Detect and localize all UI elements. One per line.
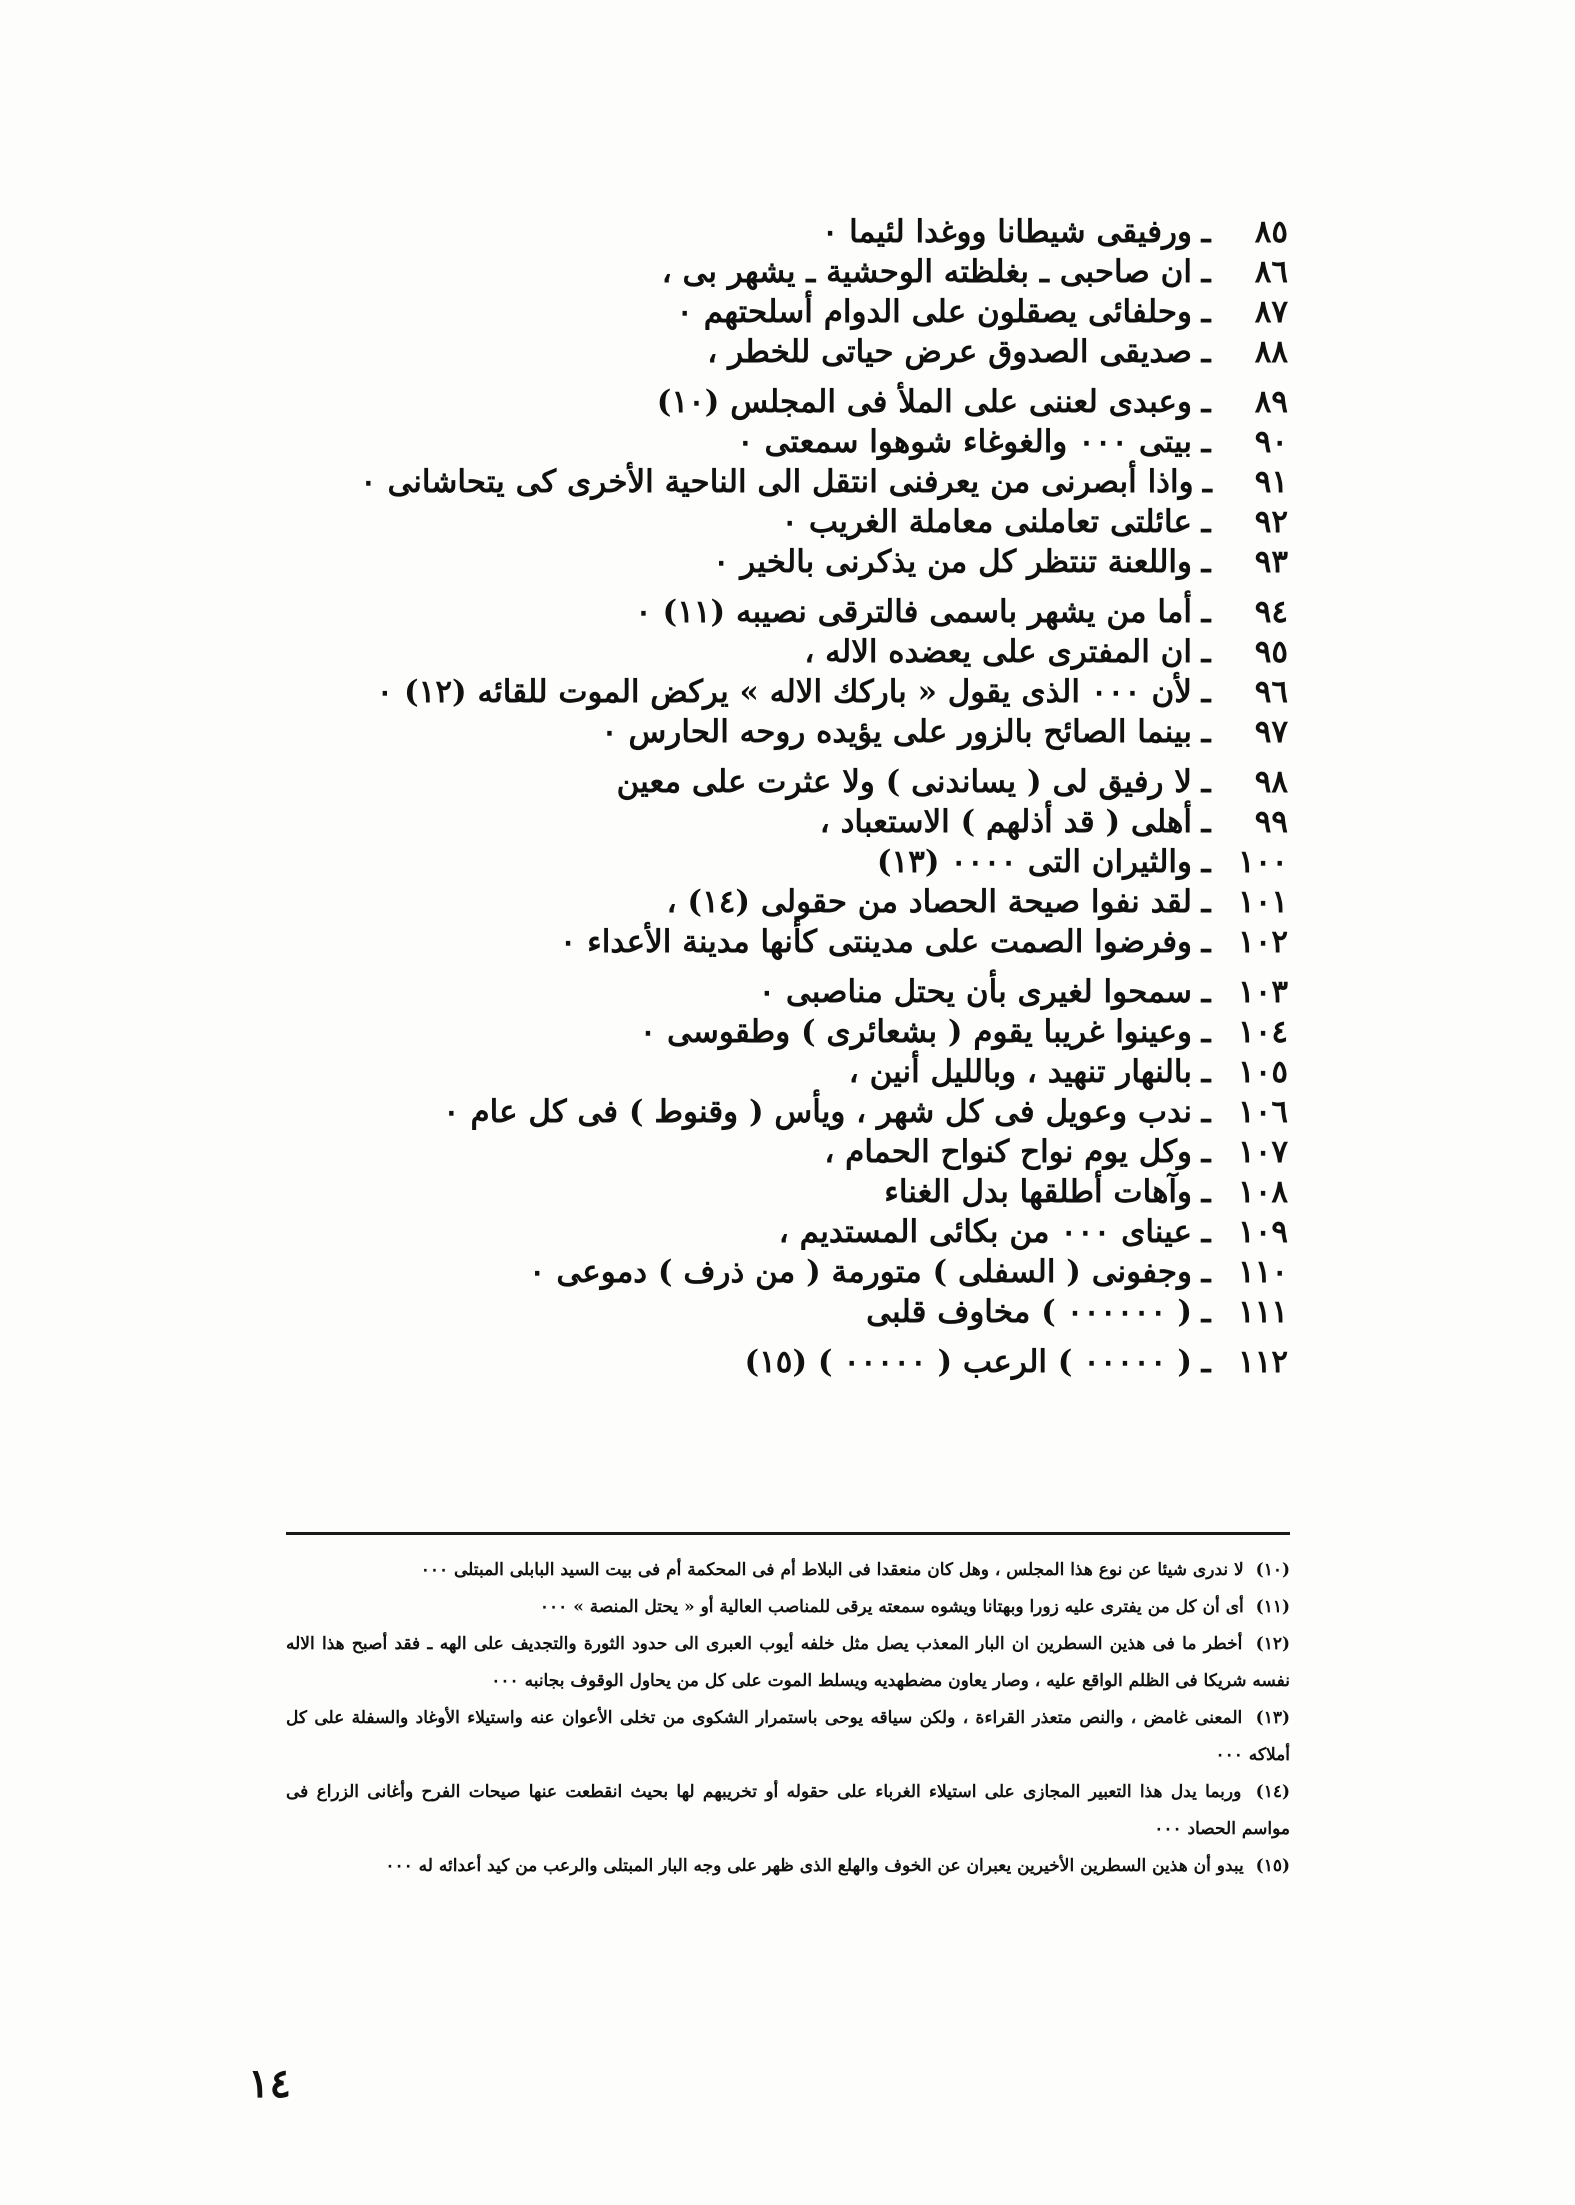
verse-text: بينما الصائح بالزور على يؤيده روحه الحارس ٠ [601,714,1192,750]
footnote-number: (١١) [1255,1597,1290,1617]
verse-number: ٨٧ [1254,294,1288,330]
verse-text: ( ٠٠٠٠٠٠ ) مخاوف قلبى [866,1294,1192,1330]
verse-dash: ـ [1201,504,1211,540]
verse-text: ورفيقى شيطانا ووغدا لئيما ٠ [821,214,1192,250]
verse-number: ١٠٦ [1238,1094,1288,1130]
verse-dash: ـ [1201,714,1211,750]
verse-dash: ـ [1201,1254,1211,1290]
verse-text: وعبدى لعننى على الملأ فى المجلس (١٠) [656,384,1192,420]
verse-dash: ـ [1201,764,1211,800]
footnote-text: يبدو أن هذين السطرين الأخيرين يعبران عن الخوف والهلع الذى ظهر على وجه البار المبتلى والرعب من كيد أعدائه له ٠٠٠ [385,1856,1244,1876]
verse-text: صديقى الصدوق عرض حياتى للخطر ، [707,334,1192,370]
verse-text: ان المفترى على يعضده الاله ، [804,634,1192,670]
verse-list [360,212,1288,1382]
verse-number: ٨٨ [1254,334,1288,370]
verse-line [360,762,1288,802]
verse-number: ٩٢ [1254,504,1288,540]
verse-line [360,672,1288,712]
verse-line [360,632,1288,672]
verse-line [360,1342,1288,1382]
verse-dash: ـ [1201,594,1211,630]
footnote-text: أخطر ما فى هذين السطرين ان البار المعذب يصل مثل خلفه أيوب العبرى الى حدود الثورة والتجديف على الهه ـ فقد أصبح هذا الاله نفسه شريكا فى الظلم الواقع عليه ، وصار يعاون مضطهديه ويسلط الموت على كل من يحاول الوقوف بجانبه ٠٠٠ [286,1634,1290,1691]
verse-text: واللعنة تنتظر كل من يذكرنى بالخير ٠ [712,544,1192,580]
verse-text: ان صاحبى ـ بغلظته الوحشية ـ يشهر بى ، [661,254,1192,290]
verse-number: ٨٦ [1254,254,1288,290]
footnote-text: وربما يدل هذا التعبير المجازى على استيلاء الغرباء على حقوله أو تخريبهم لها بحيث انقطعت عنها صيحات الفرح وأغانى الزراع فى مواسم الحصاد ٠٠٠ [286,1782,1290,1839]
footnote [286,1552,1290,1589]
verse-text: لا رفيق لى ( يساندنى ) ولا عثرت على معين [616,764,1192,800]
verse-text: والثيران التى ٠٠٠٠ (١٣) [876,844,1192,880]
verse-number: ١١٠ [1238,1254,1288,1290]
verse-number: ٩١ [1254,464,1288,500]
verse-number: ١٠٨ [1238,1174,1288,1210]
footnotes-section [286,1552,1290,1885]
verse-dash: ـ [1201,1094,1211,1130]
verse-dash: ـ [1201,634,1211,670]
verse-text: بيتى ٠٠٠ والغوغاء شوهوا سمعتى ٠ [737,424,1192,460]
verse-dash: ـ [1201,924,1211,960]
verse-dash: ـ [1201,294,1211,330]
verse-line [360,502,1288,542]
verse-text: وفرضوا الصمت على مدينتى كأنها مدينة الأعداء ٠ [559,924,1192,960]
verse-line [360,332,1288,372]
verse-line [360,1252,1288,1292]
verse-number: ٩٥ [1254,634,1288,670]
footnote [286,1626,1290,1700]
verse-line [360,1132,1288,1172]
verse-line [360,1292,1288,1332]
verse-number: ١١١ [1238,1294,1288,1330]
footnote [286,1774,1290,1848]
verse-number: ١٠٧ [1238,1134,1288,1170]
footnote-separator-rule [286,1532,1290,1535]
verse-number: ٩٠ [1254,424,1288,460]
verse-number: ١٠٠ [1238,844,1288,880]
verse-line [360,382,1288,422]
verse-text: أما من يشهر باسمى فالترقى نصيبه (١١) ٠ [635,594,1192,630]
verse-dash: ـ [1201,974,1211,1010]
verse-number: ١٠٣ [1238,974,1288,1010]
verse-number: ١٠٥ [1238,1054,1288,1090]
verse-number: ٩٣ [1254,544,1288,580]
verse-number: ١٠١ [1238,884,1288,920]
verse-text: سمحوا لغيرى بأن يحتل مناصبى ٠ [758,974,1192,1010]
verse-number: ١١٢ [1238,1344,1288,1380]
verse-dash: ـ [1201,804,1211,840]
verse-line [360,922,1288,962]
verse-text: أهلى ( قد أذلهم ) الاستعباد ، [819,804,1192,840]
verse-line [360,592,1288,632]
verse-number: ٨٥ [1254,214,1288,250]
verse-line [360,542,1288,582]
verse-dash: ـ [1201,884,1211,920]
verse-text: وآهات أطلقها بدل الغناء [884,1174,1192,1210]
footnote-number: (١٢) [1255,1634,1291,1654]
footnote [286,1700,1290,1774]
footnote-number: (١٠) [1255,1560,1290,1580]
verse-line [360,972,1288,1012]
verse-dash: ـ [1201,1214,1211,1250]
verse-dash: ـ [1202,464,1212,500]
verse-line [360,212,1288,252]
verse-text: واذا أبصرنى من يعرفنى انتقل الى الناحية الأخرى كى يتحاشانى ٠ [360,464,1194,500]
verse-text: وكل يوم نواح كنواح الحمام ، [824,1134,1192,1170]
verse-text: عائلتى تعاملنى معاملة الغريب ٠ [781,504,1192,540]
verse-text: وجفونى ( السفلى ) متورمة ( من ذرف ) دموعى ٠ [528,1254,1192,1290]
verse-dash: ـ [1201,1294,1211,1330]
verse-dash: ـ [1201,1344,1211,1380]
verse-line [360,252,1288,292]
footnote [286,1589,1290,1626]
verse-number: ٩٩ [1254,804,1288,840]
verse-line [360,462,1288,502]
verse-dash: ـ [1201,674,1211,710]
verse-line [360,292,1288,332]
footnote-number: (١٤) [1255,1782,1291,1802]
page-number: ١٤ [248,2060,291,2107]
verse-dash: ـ [1201,334,1211,370]
verse-dash: ـ [1201,1174,1211,1210]
verse-dash: ـ [1201,424,1211,460]
verse-line [360,802,1288,842]
verse-number: ٩٤ [1254,594,1288,630]
verse-number: ٩٦ [1254,674,1288,710]
verse-line [360,1012,1288,1052]
verse-dash: ـ [1201,544,1211,580]
footnote-text: المعنى غامض ، والنص متعذر القراءة ، ولكن سياقه يوحى باستمرار الشكوى من تخلى الأعوان عنه واستيلاء الأوغاد والسفلة على كل أملاكه ٠٠٠ [286,1708,1290,1765]
footnote-text: لا ندرى شيئا عن نوع هذا المجلس ، وهل كان منعقدا فى البلاط أم فى المحكمة أم فى بيت السيد البابلى المبتلى ٠٠٠ [420,1560,1244,1580]
verse-line [360,842,1288,882]
verse-text: لأن ٠٠٠ الذى يقول « باركك الاله » يركض الموت للقائه (١٢) ٠ [376,674,1192,710]
verse-text: ( ٠٠٠٠٠ ) الرعب ( ٠٠٠٠٠ ) (١٥) [744,1344,1192,1380]
footnote-number: (١٥) [1255,1856,1290,1876]
verse-line [360,1212,1288,1252]
verse-text: وحلفائى يصقلون على الدوام أسلحتهم ٠ [676,294,1192,330]
verse-text: عيناى ٠٠٠ من بكائى المستديم ، [778,1214,1192,1250]
verse-dash: ـ [1201,254,1211,290]
verse-dash: ـ [1201,384,1211,420]
verse-line [360,882,1288,922]
verse-number: ٩٧ [1254,714,1288,750]
verse-dash: ـ [1201,1014,1211,1050]
verse-number: ١٠٢ [1238,924,1288,960]
verse-text: ندب وعويل فى كل شهر ، ويأس ( وقنوط ) فى كل عام ٠ [443,1094,1192,1130]
verse-line [360,1172,1288,1212]
footnote-text: أى أن كل من يفترى عليه زورا وبهتانا ويشوه سمعته يرقى للمناصب العالية أو « يحتل المنصة » ٠٠٠ [539,1597,1244,1617]
verse-dash: ـ [1201,1134,1211,1170]
verse-dash: ـ [1201,214,1211,250]
verse-line [360,1092,1288,1132]
verse-line [360,1052,1288,1092]
verse-number: ١٠٩ [1238,1214,1288,1250]
footnote [286,1848,1290,1885]
verse-text: لقد نفوا صيحة الحصاد من حقولى (١٤) ، [666,884,1192,920]
verse-line [360,712,1288,752]
footnote-number: (١٣) [1255,1708,1290,1728]
verse-dash: ـ [1201,1054,1211,1090]
verse-number: ٩٨ [1254,764,1288,800]
verse-text: وعينوا غريبا يقوم ( بشعائرى ) وطقوسى ٠ [639,1014,1192,1050]
verse-line [360,422,1288,462]
verse-number: ٨٩ [1254,384,1288,420]
verse-number: ١٠٤ [1238,1014,1288,1050]
verse-dash: ـ [1201,844,1211,880]
verse-text: بالنهار تنهيد ، وبالليل أنين ، [848,1054,1192,1090]
